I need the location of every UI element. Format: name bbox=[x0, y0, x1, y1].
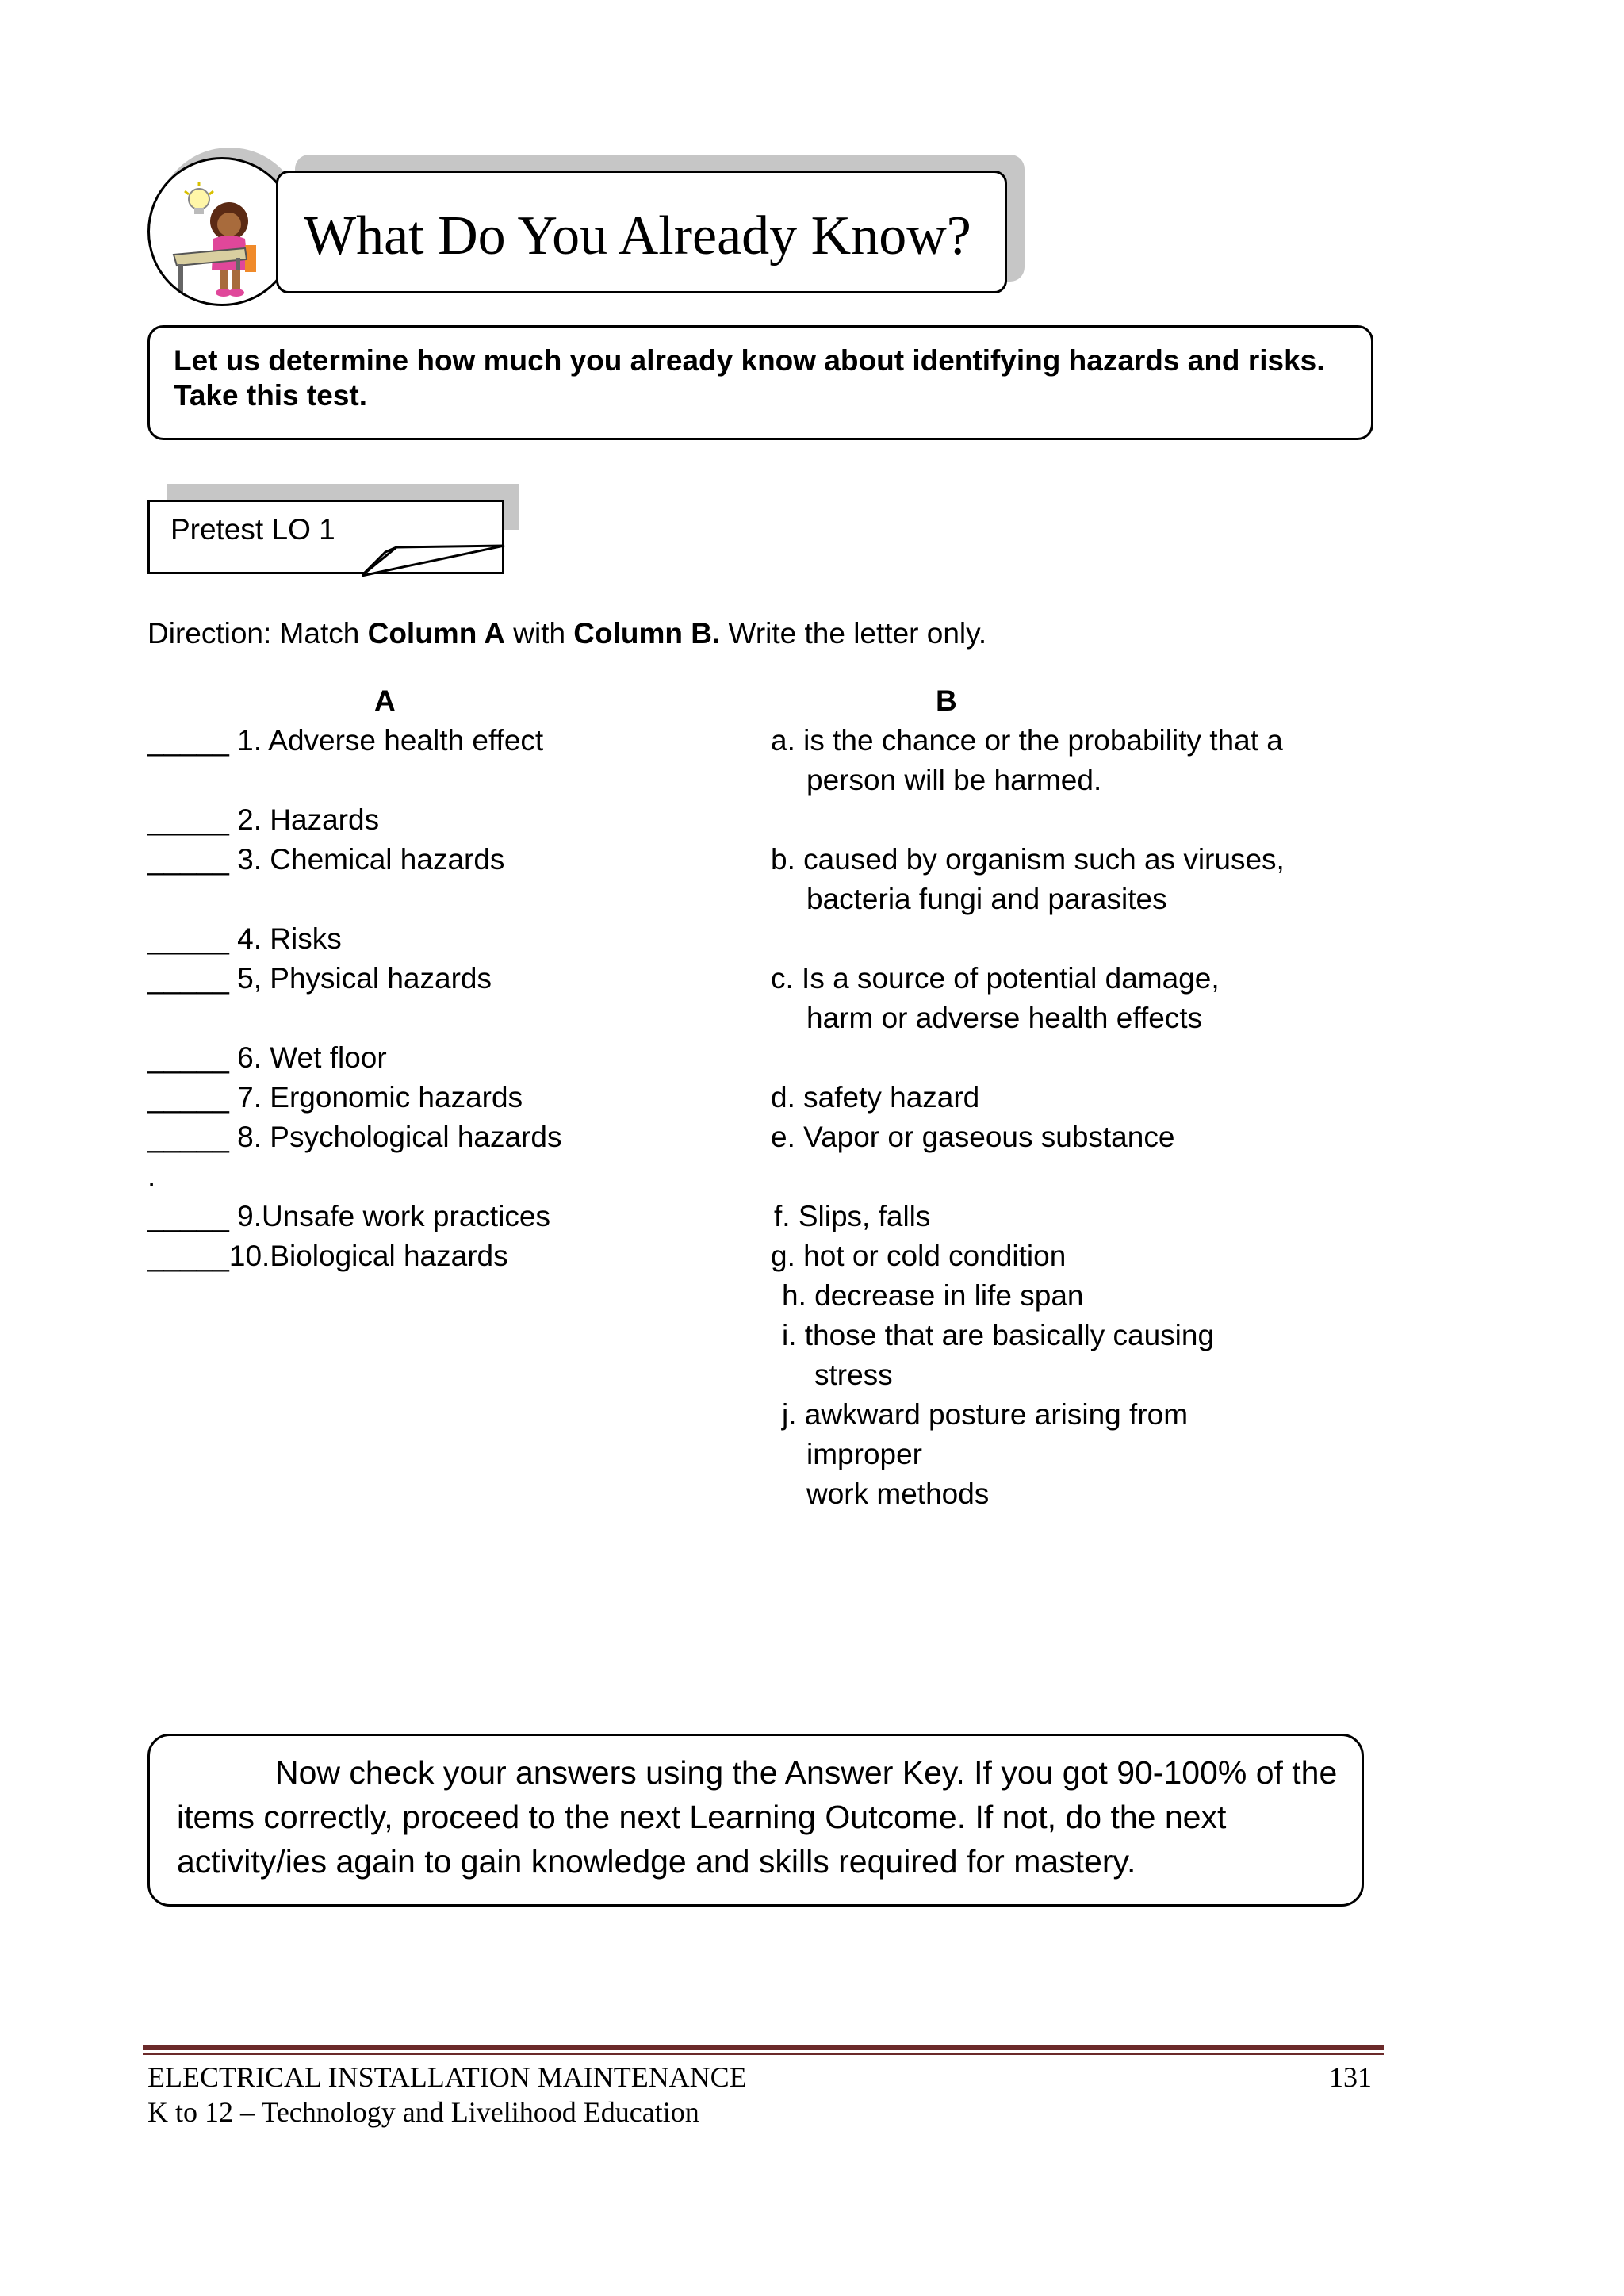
column-a-item: _____ 1. Adverse health effect bbox=[147, 724, 544, 757]
column-a-item: _____ 5, Physical hazards bbox=[147, 962, 492, 995]
column-a-item: _____ 8. Psychological hazards bbox=[147, 1121, 562, 1153]
column-b-item: b. caused by organism such as viruses, bbox=[771, 843, 1285, 876]
column-b-item: g. hot or cold condition bbox=[771, 1240, 1067, 1272]
stray-period: . bbox=[147, 1160, 156, 1193]
column-b-item-cont: stress bbox=[814, 1359, 893, 1391]
column-b-item: i. those that are basically causing bbox=[782, 1319, 1215, 1351]
column-a-item: _____ 4. Risks bbox=[147, 922, 342, 955]
column-a-header: A bbox=[374, 684, 396, 717]
column-b-item-cont: bacteria fungi and parasites bbox=[806, 883, 1167, 915]
column-b-header: B bbox=[936, 684, 957, 717]
column-a-item: _____10.Biological hazards bbox=[147, 1240, 508, 1272]
direction-prefix: Direction: Match bbox=[147, 617, 368, 650]
column-b-item: c. Is a source of potential damage, bbox=[771, 962, 1220, 995]
footer-rule-thin bbox=[143, 2053, 1384, 2055]
column-a-item: _____ 7. Ergonomic hazards bbox=[147, 1081, 523, 1114]
column-b-item: j. awkward posture arising from bbox=[782, 1398, 1189, 1431]
pretest-label: Pretest LO 1 bbox=[170, 513, 335, 546]
direction-suffix: Write the letter only. bbox=[720, 617, 987, 650]
student-at-desk-icon bbox=[147, 157, 297, 306]
intro-box bbox=[147, 325, 1373, 440]
footer-rule bbox=[143, 2045, 1384, 2050]
column-a-item: _____ 6. Wet floor bbox=[147, 1041, 387, 1074]
footer-program: K to 12 – Technology and Livelihood Education bbox=[147, 2096, 699, 2128]
page-number: 131 bbox=[1329, 2061, 1372, 2093]
direction-column-a: Column A bbox=[367, 617, 505, 650]
page-title: What Do You Already Know? bbox=[304, 205, 971, 266]
column-b-item: h. decrease in life span bbox=[782, 1279, 1084, 1312]
column-b-item-cont: person will be harmed. bbox=[806, 764, 1102, 796]
page-fold-icon bbox=[362, 541, 508, 577]
column-b-item: d. safety hazard bbox=[771, 1081, 980, 1114]
direction-column-b: Column B. bbox=[573, 617, 721, 650]
column-b-item-cont: work methods bbox=[806, 1478, 990, 1510]
column-b-item: f. Slips, falls bbox=[774, 1200, 931, 1232]
column-b-item-cont: improper bbox=[806, 1438, 922, 1470]
column-a-item: _____ 2. Hazards bbox=[147, 803, 380, 836]
intro-text: Let us determine how much you already know about identifying hazards and risks. Take this test. bbox=[174, 344, 1325, 412]
answer-key-note: Now check your answers using the Answer Key. If you got 90-100% of the items correctly, proceed to the next Learning Outcome. If not, do the next activity/ies again to gain knowledge and skills required for mastery. bbox=[177, 1754, 1338, 1880]
footer-course: ELECTRICAL INSTALLATION MAINTENANCE bbox=[147, 2061, 747, 2093]
title-box bbox=[276, 171, 1007, 293]
column-b-item: e. Vapor or gaseous substance bbox=[771, 1121, 1175, 1153]
column-b-item-cont: harm or adverse health effects bbox=[806, 1002, 1203, 1034]
column-a-item: _____ 3. Chemical hazards bbox=[147, 843, 505, 876]
direction-text bbox=[147, 617, 986, 650]
column-b-item: a. is the chance or the probability that a bbox=[771, 724, 1283, 757]
direction-middle: with bbox=[504, 617, 574, 650]
answer-key-note-box bbox=[147, 1734, 1364, 1907]
column-a-item: _____ 9.Unsafe work practices bbox=[147, 1200, 550, 1232]
